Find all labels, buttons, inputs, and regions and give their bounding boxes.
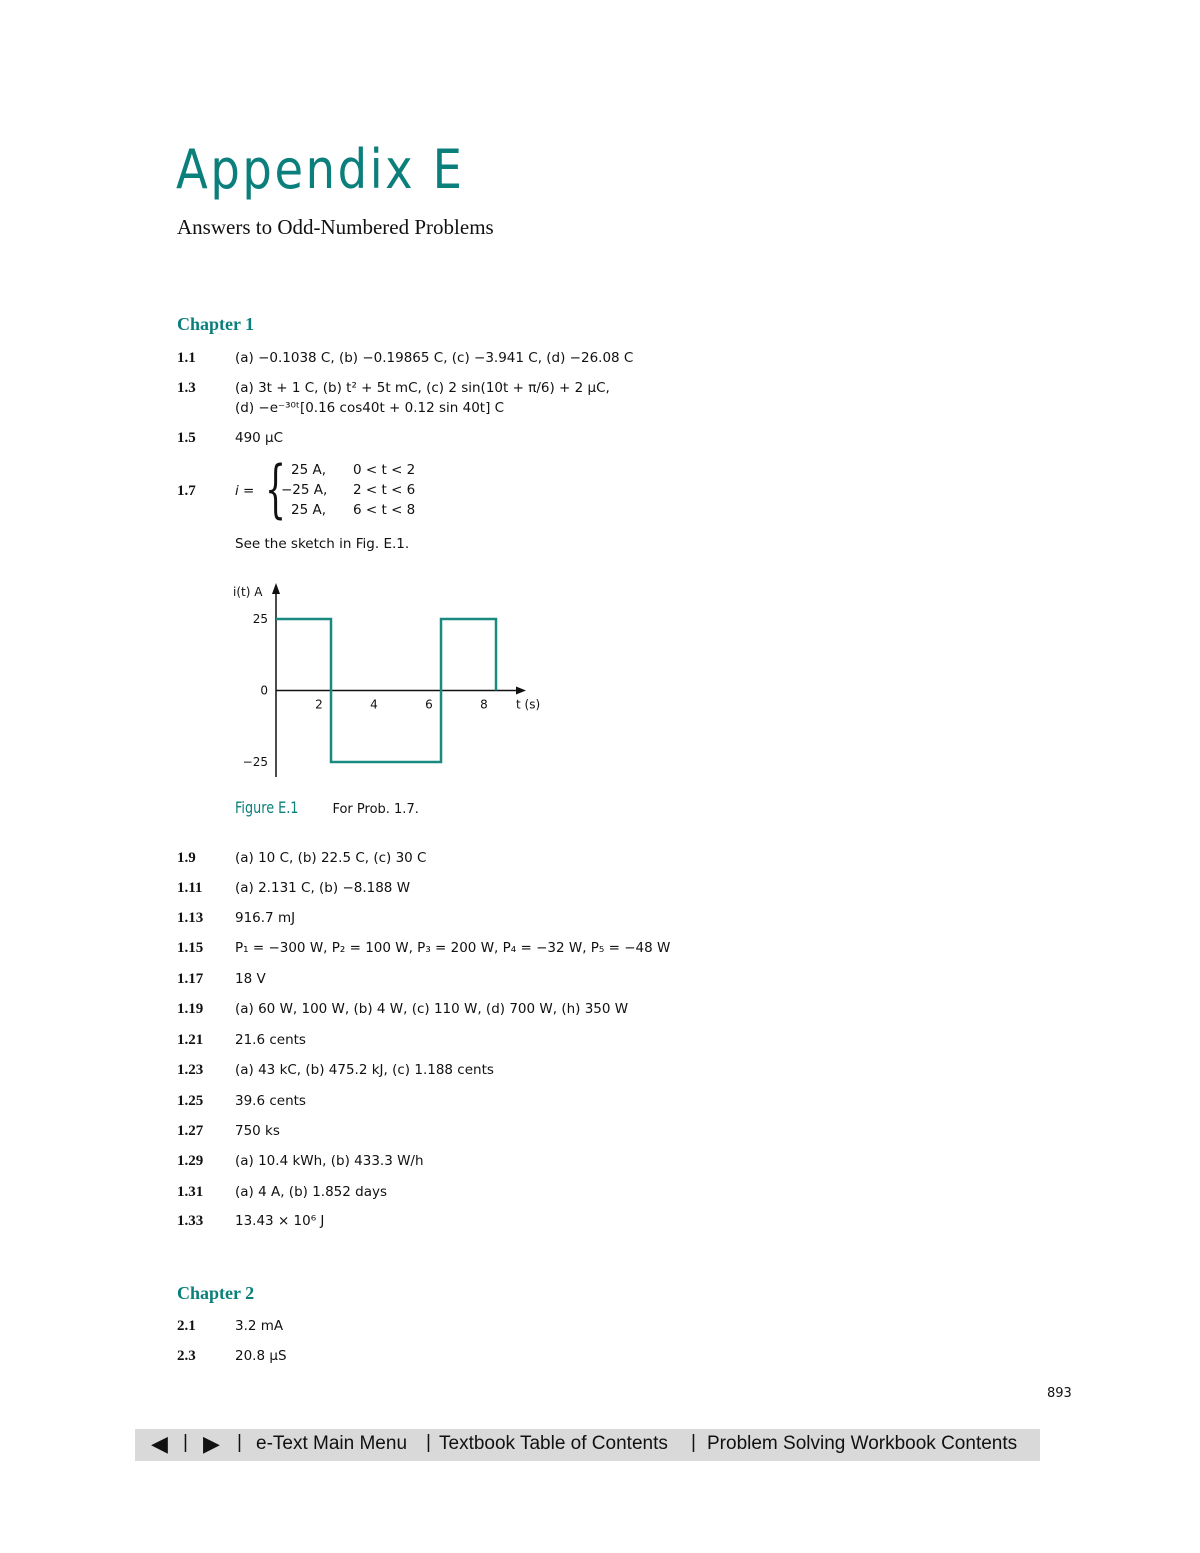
answer-text: 3.2 mA bbox=[235, 1318, 284, 1334]
problem-number: 1.11 bbox=[177, 880, 203, 896]
problem-number: 1.5 bbox=[177, 430, 196, 446]
y-axis-arrow bbox=[272, 583, 280, 594]
problem-number: 1.31 bbox=[177, 1184, 204, 1200]
page-title: Appendix E bbox=[176, 138, 465, 201]
answer-text: (a) 43 kC, (b) 475.2 kJ, (c) 1.188 cents bbox=[235, 1062, 494, 1078]
problem-number: 1.1 bbox=[177, 350, 196, 366]
left-brace: { bbox=[265, 452, 287, 527]
chapter-2-heading: Chapter 2 bbox=[177, 1283, 255, 1303]
x-tick-label: 4 bbox=[370, 697, 378, 712]
x-axis-label: t (s) bbox=[516, 697, 541, 712]
figure-label: Figure E.1 bbox=[235, 798, 299, 817]
answer-text: 490 μC bbox=[235, 430, 284, 446]
answer-text: (a) 10.4 kWh, (b) 433.3 W/h bbox=[235, 1153, 424, 1169]
y-tick-label: 25 bbox=[252, 612, 268, 626]
problem-number: 2.3 bbox=[177, 1348, 196, 1364]
answer-text: 20.8 μS bbox=[235, 1348, 287, 1364]
x-tick-label: 6 bbox=[425, 697, 433, 712]
piecewise-function bbox=[235, 452, 535, 527]
answer-text: (a) −0.1038 C, (b) −0.19865 C, (c) −3.941 C, (d) −26.08 C bbox=[235, 350, 634, 366]
nav-separator: | bbox=[237, 1432, 242, 1453]
problem-number: 1.29 bbox=[177, 1153, 204, 1169]
figure-caption bbox=[235, 798, 419, 817]
answer-text: 13.43 × 10⁶ J bbox=[235, 1213, 325, 1229]
answer-text: (a) 3t + 1 C, (b) t² + 5t mC, (c) 2 sin(10t + π/6) + 2 μC, bbox=[235, 380, 610, 396]
case-condition: 0 < t < 2 bbox=[353, 462, 416, 478]
problem-number: 1.25 bbox=[177, 1093, 204, 1109]
nav-separator: | bbox=[183, 1432, 188, 1453]
chapter-1-heading: Chapter 1 bbox=[177, 314, 255, 334]
problem-number: 2.1 bbox=[177, 1318, 196, 1334]
problem-number: 1.23 bbox=[177, 1062, 204, 1078]
problem-number: 1.17 bbox=[177, 971, 204, 987]
textbook-toc-link[interactable]: Textbook Table of Contents bbox=[439, 1433, 668, 1454]
figure-caption-text: For Prob. 1.7. bbox=[332, 802, 419, 817]
navigation-bar bbox=[135, 1429, 1040, 1461]
problem-number: 1.13 bbox=[177, 910, 204, 926]
chart-labels bbox=[233, 585, 540, 769]
answer-text: 916.7 mJ bbox=[235, 910, 296, 926]
x-tick-label: 2 bbox=[315, 697, 323, 712]
e-text-main-menu-link[interactable]: e-Text Main Menu bbox=[256, 1433, 408, 1454]
previous-page-icon[interactable]: ◀ bbox=[151, 1431, 168, 1456]
case-value: 25 A, bbox=[291, 462, 326, 478]
piecewise-lhs: i = bbox=[235, 483, 255, 499]
figure-reference-note: See the sketch in Fig. E.1. bbox=[235, 536, 410, 552]
answer-text: (a) 2.131 C, (b) −8.188 W bbox=[235, 880, 411, 896]
page-number: 893 bbox=[1047, 1386, 1072, 1401]
answer-text: 18 V bbox=[235, 971, 266, 987]
chart-axes bbox=[272, 583, 526, 777]
y-tick-label: −25 bbox=[242, 755, 268, 769]
workbook-contents-link[interactable]: Problem Solving Workbook Contents bbox=[707, 1433, 1018, 1454]
problem-number: 1.19 bbox=[177, 1001, 204, 1017]
case-condition: 6 < t < 8 bbox=[353, 502, 416, 518]
case-value: 25 A, bbox=[291, 502, 326, 518]
answer-text: 39.6 cents bbox=[235, 1093, 306, 1109]
nav-separator: | bbox=[691, 1432, 696, 1453]
x-axis-arrow bbox=[516, 687, 526, 695]
problem-number: 1.27 bbox=[177, 1123, 204, 1139]
y-tick-label: 0 bbox=[260, 683, 268, 698]
problem-number: 1.7 bbox=[177, 483, 196, 499]
answer-text: (a) 4 A, (b) 1.852 days bbox=[235, 1184, 387, 1200]
problem-number: 1.21 bbox=[177, 1032, 204, 1048]
answer-text: 21.6 cents bbox=[235, 1032, 306, 1048]
x-tick-label: 8 bbox=[480, 697, 488, 712]
answer-text: 750 ks bbox=[235, 1123, 280, 1139]
case-value: −25 A, bbox=[281, 482, 328, 498]
page-subtitle: Answers to Odd-Numbered Problems bbox=[177, 215, 494, 239]
problem-number: 1.33 bbox=[177, 1213, 204, 1229]
nav-separator: | bbox=[426, 1432, 431, 1453]
answer-text: (a) 10 C, (b) 22.5 C, (c) 30 C bbox=[235, 850, 427, 866]
y-axis-label: i(t) A bbox=[233, 585, 263, 599]
answer-text-continued: (d) −e⁻³⁰ᵗ[0.16 cos40t + 0.12 sin 40t] C bbox=[235, 400, 505, 416]
problem-number: 1.3 bbox=[177, 380, 196, 396]
case-condition: 2 < t < 6 bbox=[353, 482, 416, 498]
figure-e1-chart bbox=[225, 580, 565, 790]
problem-number: 1.15 bbox=[177, 940, 204, 956]
next-page-icon[interactable]: ▶ bbox=[203, 1431, 220, 1456]
answer-text: (a) 60 W, 100 W, (b) 4 W, (c) 110 W, (d) 700 W, (h) 350 W bbox=[235, 1001, 629, 1017]
answer-text: P₁ = −300 W, P₂ = 100 W, P₃ = 200 W, P₄ = −32 W, P₅ = −48 W bbox=[235, 940, 671, 956]
problem-number: 1.9 bbox=[177, 850, 196, 866]
